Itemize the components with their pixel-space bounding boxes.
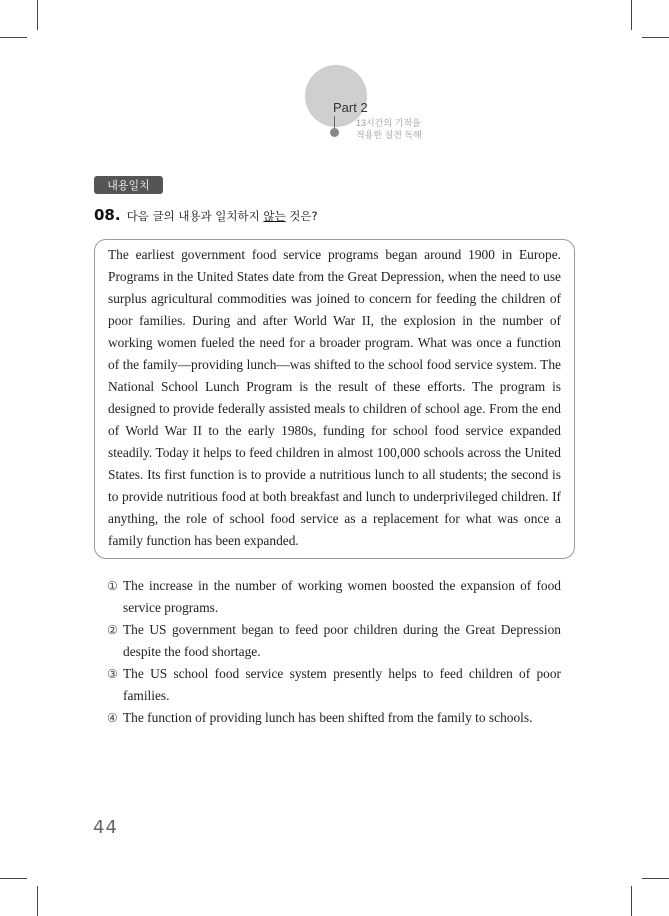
- crop-mark: [37, 886, 38, 916]
- answer-option-3[interactable]: [107, 663, 561, 707]
- option-text: The increase in the number of working women boosted the expansion of food service programs.: [123, 578, 561, 615]
- part-subtitle-line2: 적용한 실전 독해: [356, 130, 422, 140]
- option-number: ④: [107, 711, 118, 725]
- option-number: ②: [107, 623, 118, 637]
- page-number: 44: [93, 817, 118, 838]
- question-number: 08.: [94, 206, 121, 224]
- answer-options: [107, 575, 561, 729]
- section-badge: 내용일치: [94, 176, 163, 194]
- answer-option-4[interactable]: [107, 707, 561, 729]
- part-subtitle-line1: 13시간의 기적을: [356, 118, 421, 128]
- crop-mark: [642, 37, 669, 38]
- passage-text: The earliest government food service programs began around 1900 in Europe. Programs in the United States date from the Great Depression, when the need to use surplus agricultural commodities was joined to concern for feeding the children of poor families. During and after World War II, the explosion in the number of working women fueled the need for a broader program. What was once a function of the family—providing lunch—was shifted to the school food service system. The National School Lunch Program is the result of these efforts. The program is designed to provide federally assisted meals to children of school age. From the end of World War II to the early 1980s, funding for school food service expanded steadily. Today it helps to feed children in almost 100,000 schools across the United States. Its first function is to provide a nutritious lunch to all students; the second is to provide nutritious food at both breakfast and lunch to underprivileged children. If anything, the role of school food service as a replacement for what was once a family function has been expanded.: [108, 247, 561, 548]
- option-number: ①: [107, 579, 118, 593]
- question-prompt: [94, 206, 318, 224]
- crop-mark: [0, 37, 27, 38]
- option-text: The function of providing lunch has been shifted from the family to schools.: [123, 710, 533, 725]
- answer-option-1[interactable]: [107, 575, 561, 619]
- part-label: Part 2: [333, 100, 368, 115]
- part-connector-dot: [330, 128, 339, 137]
- crop-mark: [631, 0, 632, 30]
- option-number: ③: [107, 667, 118, 681]
- crop-mark: [631, 886, 632, 916]
- question-text-after: 것은?: [285, 209, 318, 223]
- option-text: The US school food service system presently helps to feed children of poor families.: [123, 666, 561, 703]
- option-text: The US government began to feed poor children during the Great Depression despite the food shortage.: [123, 622, 561, 659]
- answer-option-2[interactable]: [107, 619, 561, 663]
- crop-mark: [642, 878, 669, 879]
- part-subtitle: [356, 117, 422, 141]
- crop-mark: [37, 0, 38, 30]
- question-text-underlined: 않는: [263, 209, 286, 223]
- question-text-before: 다음 글의 내용과 일치하지: [126, 209, 264, 223]
- crop-mark: [0, 878, 27, 879]
